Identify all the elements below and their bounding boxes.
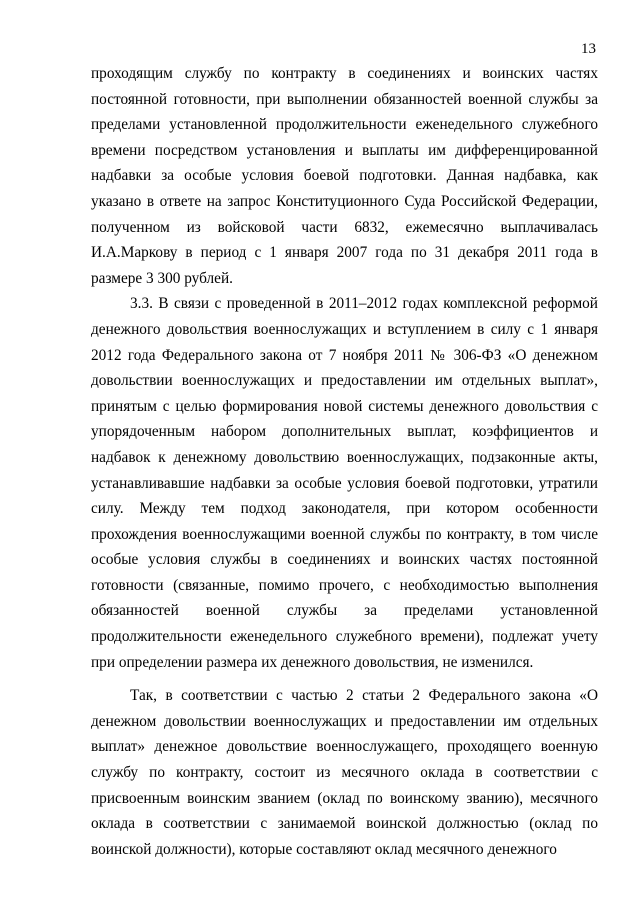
paragraph-article-2: Так, в соответствии с частью 2 статьи 2 Федерального закона «О денежном довольствии военнослужащих и предоставлении им отдельных выплат» денежное довольствие военнослужащего, проходящего военную службу по контракту, состоит из месячного оклада в соответствии с присвоенным воинским званием (оклад по воинскому званию), месячного оклада в соответствии с занимаемой воинской должностью (оклад по воинской должности), которые составляют оклад месячного денежного — [91, 687, 598, 858]
page-number: 13 — [581, 41, 596, 57]
paragraph-section-3-3: 3.3. В связи с проведенной в 2011–2012 годах комплексной реформой денежного довольствия военнослужащих и вступлением в силу с 1 января 2012 года Федерального закона от 7 ноября 2011 № 306-ФЗ «О денежном довольствии военнослужащих и предоставлении им отдельных выплат», принятым с целью формирования новой системы денежного довольствия с упорядоченным набором дополнительных выплат, коэффициентов и надбавок к денежному довольствию военнослужащих, подзаконные акты, устанавливавшие надбавки за особые условия боевой подготовки, утратили силу. Между тем подход законодателя, при котором особенности прохождения военнослужащими военной службы по контракту, в том числе особые условия службы в соединениях и воинских частях постоянной готовности (связанные, помимо прочего, с необходимостью выполнения обязанностей военной службы за пределами установленной продолжительности еженедельного служебного времени), подлежат учету при определении размера их денежного довольствия, не изменился. — [91, 295, 598, 671]
document-body — [91, 61, 598, 862]
paragraph-continuation: проходящим службу по контракту в соединениях и воинских частях постоянной готовности, при выполнении обязанностей военной службы за пределами установленной продолжительности еженедельного служебного времени посредством установления и выплаты им дифференцированной надбавки за особые условия боевой подготовки. Данная надбавка, как указано в ответе на запрос Конституционного Суда Российской Федерации, полученном из войсковой части 6832, ежемесячно выплачивалась И.А.Маркову в период с 1 января 2007 года по 31 декабря 2011 года в размере 3 300 рублей. — [91, 65, 598, 287]
